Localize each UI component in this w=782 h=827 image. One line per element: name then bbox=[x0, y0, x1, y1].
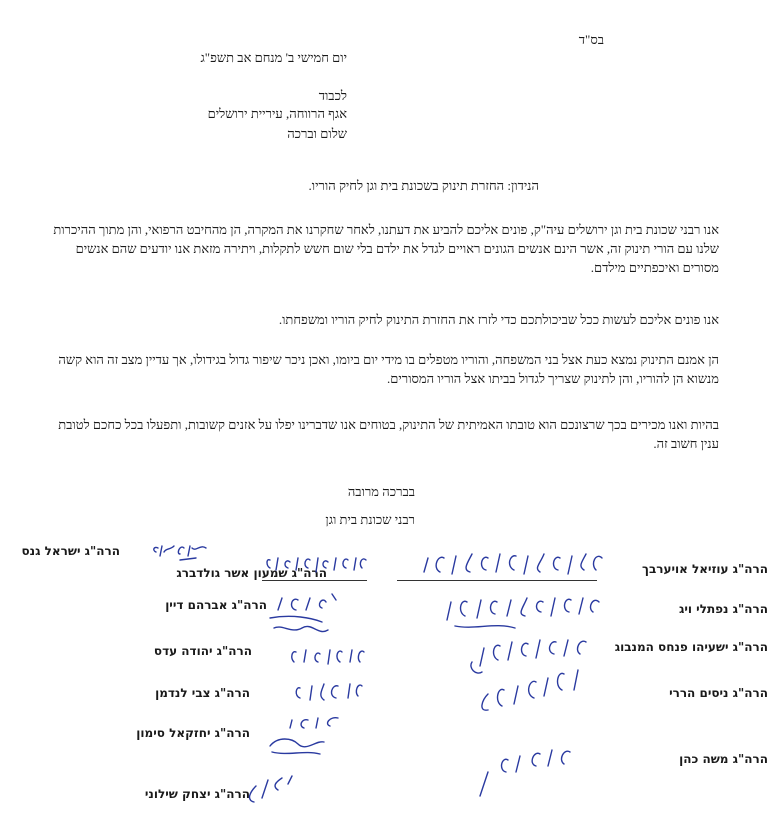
body-paragraph: אנו רבני שכונת בית וגן ירושלים עיה"ק, פונים אליכם להביע את דעתנו, לאחר שחקרנו את המקרה, הן מהחיבט הרפואי, והן מתוך ההיכרות שלנו עם הורי תינוק זה, אשר הינם אנשים הגונים ראויים לגדל את ילדם בלי שום חשש לתקלות, ויתירה מזאת אנו יודעים שהם אנשים מסורים ואיכפתיים מילדם. bbox=[53, 222, 719, 275]
letter-date: יום חמישי ב' מנחם אב תשפ"ג bbox=[200, 50, 347, 65]
signatory-name: הרה"ג עוזיאל אויערבך bbox=[642, 562, 768, 576]
signatory-name: הרה"ג יהודה עדס bbox=[153, 644, 252, 658]
body-paragraph: הן אמנם התינוק נמצא כעת אצל בני המשפחה, והוריו מטפלים בו מידי יום ביומו, ואכן ניכר שיפור גדול בגידולו, אך עדיין מצב זה הוא קשה מנשוא הן להוריו, והן לתינוק שצריך לגדול בביתו אצל הוריו המסורים. bbox=[58, 352, 719, 386]
signature-shiloni bbox=[240, 770, 300, 810]
signatory-name: הרה"ג שמעון אשר גולדברג bbox=[176, 566, 327, 580]
signature-landman bbox=[288, 678, 368, 708]
greeting: שלום וברכה bbox=[287, 126, 347, 141]
signatory-name: הרה"ג יצחק שילוני bbox=[144, 787, 250, 801]
body-paragraph: אנו פונים אליכם לעשות ככל שביכולתכם כדי לזרז את החזרת התינוק לחיק הוריו ומשפחתו. bbox=[278, 312, 719, 327]
signatory-name: הרה"ג משה כהן bbox=[679, 752, 768, 766]
signature-harari bbox=[458, 660, 588, 720]
body-paragraph: בהיות ואנו מכירים בכך שרצונכם הוא טובתו האמיתית של התינוק, בטוחים אנו שדברינו יפלו על אזנים קשובות, ותפעלו בכל כחכם לטובת ענין חשוב זה. bbox=[58, 417, 719, 451]
signatory-name: הרה"ג יחזקאל סימון bbox=[136, 726, 250, 740]
signature-simon bbox=[258, 712, 343, 762]
subject-line: הנידון: החזרת תינוק בשכונת בית וגן לחיק הוריו. bbox=[308, 178, 539, 193]
recipient-name: אגף הרווחה, עיריית ירושלים bbox=[207, 106, 347, 121]
signature-dayan bbox=[262, 588, 342, 648]
signature-adas bbox=[280, 644, 370, 670]
signatory-name: הרה"ג ישעיהו פנחס המנבוג bbox=[614, 640, 768, 654]
signatory-name: הרה"ג אברהם דיין bbox=[165, 598, 267, 612]
signature-underline bbox=[262, 580, 367, 581]
signatory-name: הרה"ג צבי לנדמן bbox=[155, 686, 250, 700]
bsd-header: בס"ד bbox=[578, 32, 604, 47]
signature-goldberg bbox=[262, 552, 372, 578]
recipient-to: לכבוד bbox=[318, 88, 347, 103]
signature-auerbach bbox=[418, 548, 608, 582]
signature-cohen bbox=[458, 742, 578, 802]
signature-line: רבני שכונת בית וגן bbox=[325, 512, 415, 527]
signatory-name: הרה"ג נפתלי ויג bbox=[678, 602, 768, 616]
signatory-name: הרה"ג ישראל גנס bbox=[21, 544, 120, 558]
signature-gans bbox=[150, 542, 210, 566]
closing: בברכה מרובה bbox=[347, 484, 415, 499]
signatory-name: הרה"ג ניסים הררי bbox=[669, 686, 768, 700]
